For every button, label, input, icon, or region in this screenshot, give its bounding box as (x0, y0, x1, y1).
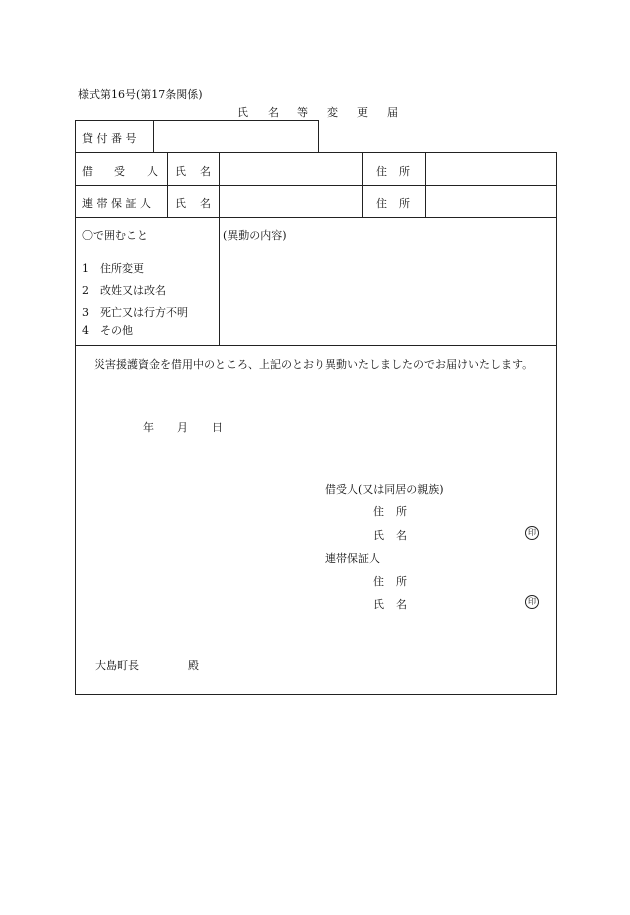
guarantor-label: 連 帯 保 証 人 (82, 197, 151, 210)
declaration-text: 災害援護資金を借用中のところ、上記のとおり異動いたしましたのでお届けいたします。 (94, 358, 534, 371)
title-char: 名 (268, 106, 279, 119)
borrower-address-field[interactable] (427, 154, 554, 183)
date-year: 年 (143, 421, 154, 434)
change-content-label: (異動の内容) (223, 229, 287, 242)
title-char: 変 (327, 106, 338, 119)
change-content-field[interactable] (223, 244, 553, 342)
option-name-change[interactable]: 2 改姓又は改名 (82, 284, 166, 297)
option-address-change[interactable]: 1 住所変更 (82, 262, 144, 275)
honorific: 殿 (188, 659, 199, 672)
date-month: 月 (177, 421, 188, 434)
loan-number-label: 貸 付 番 号 (82, 132, 137, 145)
guarantor-heading: 連帯保証人 (325, 552, 380, 565)
title-char: 氏 (237, 106, 248, 119)
guarantor-seal-icon: 印 (525, 595, 539, 609)
guarantor-address-field[interactable] (427, 187, 554, 215)
addressee: 大島町長 (95, 659, 139, 672)
title-char: 等 (297, 106, 308, 119)
title-char: 更 (357, 106, 368, 119)
date-day: 日 (212, 421, 223, 434)
title-char: 届 (387, 106, 398, 119)
form-number: 様式第16号(第17条関係) (78, 88, 203, 101)
borrower-name-field[interactable] (221, 154, 360, 183)
loan-number-field[interactable] (155, 122, 317, 151)
option-death-missing[interactable]: 3 死亡又は行方不明 (82, 306, 188, 319)
option-other[interactable]: 4 その他 (82, 324, 133, 337)
borrower-heading: 借受人(又は同居の親族) (325, 483, 444, 496)
borrower-seal-icon: 印 (525, 526, 539, 540)
circle-instruction: 〇で囲むこと (82, 229, 148, 242)
guarantor-name-field[interactable] (221, 187, 360, 215)
